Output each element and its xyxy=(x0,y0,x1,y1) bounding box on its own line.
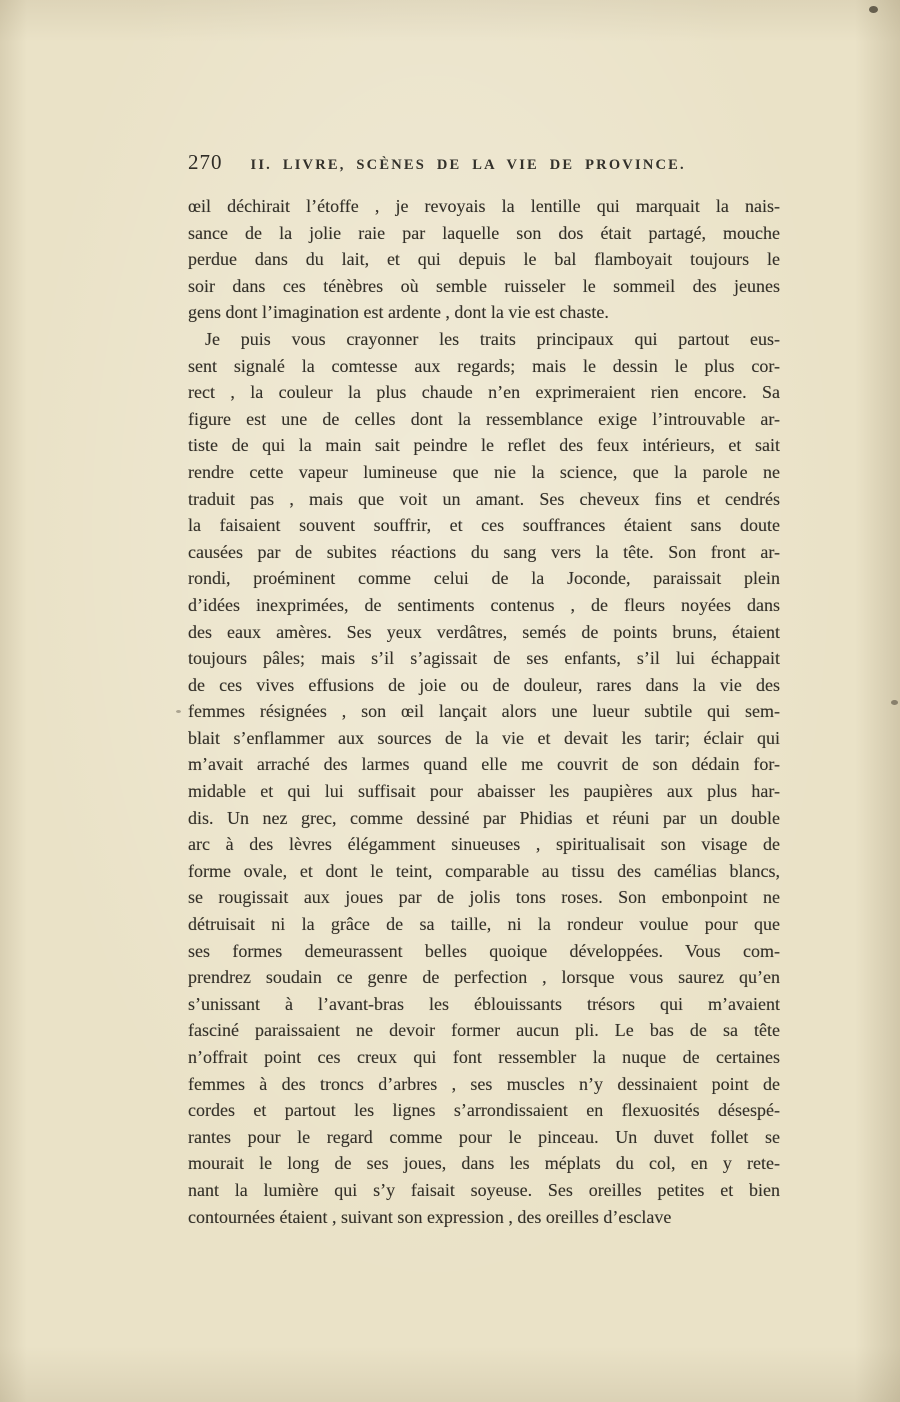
text-line: prendrez soudain ce genre de perfection , lorsque vous saurez qu’en xyxy=(188,967,780,988)
text-line: s’unissant à l’avant-bras les éblouissants trésors qui m’avaient xyxy=(188,993,780,1014)
text-line: ses formes demeurassent belles quoique développées. Vous com- xyxy=(188,940,780,961)
text-line: œil déchirait l’étoffe , je revoyais la lentille qui marquait la nais- xyxy=(188,196,780,216)
text-line: perdue dans du lait, et qui depuis le bal flamboyait toujours le xyxy=(188,249,780,270)
text-line: cordes et partout les lignes s’arrondissaient en flexuosités désespé- xyxy=(188,1100,780,1121)
text-line: détruisait ni la grâce de sa taille, ni la rondeur voulue pour que xyxy=(188,914,780,935)
paragraph xyxy=(188,326,780,1230)
scan-speck xyxy=(176,710,181,713)
page-header xyxy=(188,150,780,175)
text-line: rantes pour le regard comme pour le pinceau. Un duvet follet se xyxy=(188,1126,780,1147)
text-line: rect , la couleur la plus chaude n’en exprimeraient rien encore. Sa xyxy=(188,382,780,403)
text-line: blait s’enflammer aux sources de la vie et devait les tarir; éclair qui xyxy=(188,727,780,748)
text-line: contournées étaient , suivant son expression , des oreilles d’esclave xyxy=(188,1206,672,1227)
page-number: 270 xyxy=(188,150,223,174)
text-line: toujours pâles; mais s’il s’agissait de ses enfants, s’il lui échappait xyxy=(188,648,780,669)
text-line: n’offrait point ces creux qui font ressembler la nuque de certaines xyxy=(188,1047,780,1067)
text-line: traduit pas , mais que voit un amant. Ses cheveux fins et cendrés xyxy=(188,488,780,509)
text-line: forme ovale, et dont le teint, comparable au tissu des camélias blancs, xyxy=(188,860,780,881)
text-line: se rougissait aux joues par de jolis tons roses. Son embonpoint ne xyxy=(188,887,780,908)
text-line: de ces vives effusions de joie ou de douleur, rares dans la vie des xyxy=(188,674,780,695)
text-line: soir dans ces ténèbres où semble ruisseler le sommeil des jeunes xyxy=(188,275,780,296)
text-line: sent signalé la comtesse aux regards; mais le dessin le plus cor- xyxy=(188,355,780,376)
page-text xyxy=(188,193,780,1230)
text-line: Je puis vous crayonner les traits principaux qui partout eus- xyxy=(205,328,780,349)
paragraph xyxy=(188,193,780,326)
text-line: d’idées inexprimées, de sentiments contenus , de fleurs noyées dans xyxy=(188,594,780,615)
text-line: rondi, proéminent comme celui de la Joconde, paraissait plein xyxy=(188,568,780,589)
text-line: rendre cette vapeur lumineuse que nie la science, que la parole ne xyxy=(188,461,780,482)
text-line: sance de la jolie raie par laquelle son dos était partagé, mouche xyxy=(188,222,780,243)
scan-speck xyxy=(891,700,898,705)
text-line: des eaux amères. Ses yeux verdâtres, semés de points bruns, étaient xyxy=(188,621,780,642)
text-line: mourait le long de ses joues, dans les méplats du col, en y rete- xyxy=(188,1153,780,1174)
text-line: tiste de qui la main sait peindre le reflet des feux intérieurs, et sait xyxy=(188,435,780,456)
text-line: gens dont l’imagination est ardente , dont la vie est chaste. xyxy=(188,302,609,323)
text-line: fasciné paraissaient ne devoir former aucun pli. Le bas de sa tête xyxy=(188,1020,780,1041)
text-line: causées par de subites réactions du sang vers la tête. Son front ar- xyxy=(188,541,780,562)
text-line: la faisaient souvent souffrir, et ces souffrances étaient sans doute xyxy=(188,515,780,536)
text-line: m’avait arraché des larmes quand elle me couvrit de son dédain for- xyxy=(188,754,780,775)
text-line: nant la lumière qui s’y faisait soyeuse. Ses oreilles petites et bien xyxy=(188,1179,780,1200)
running-title: II. LIVRE, SCÈNES DE LA VIE DE PROVINCE. xyxy=(250,157,686,173)
text-line: femmes résignées , son œil lançait alors une lueur subtile qui sem- xyxy=(188,701,780,722)
text-line: midable et qui lui suffisait pour abaisser les paupières aux plus har- xyxy=(188,781,780,802)
text-line: dis. Un nez grec, comme dessiné par Phidias et réuni par un double xyxy=(188,807,780,828)
scan-speck xyxy=(869,6,878,13)
text-line: figure est une de celles dont la ressemblance exige l’introuvable ar- xyxy=(188,408,780,429)
text-line: arc à des lèvres élégamment sinueuses , spiritualisait son visage de xyxy=(188,834,780,855)
text-line: femmes à des troncs d’arbres , ses muscles n’y dessinaient point de xyxy=(188,1073,780,1094)
